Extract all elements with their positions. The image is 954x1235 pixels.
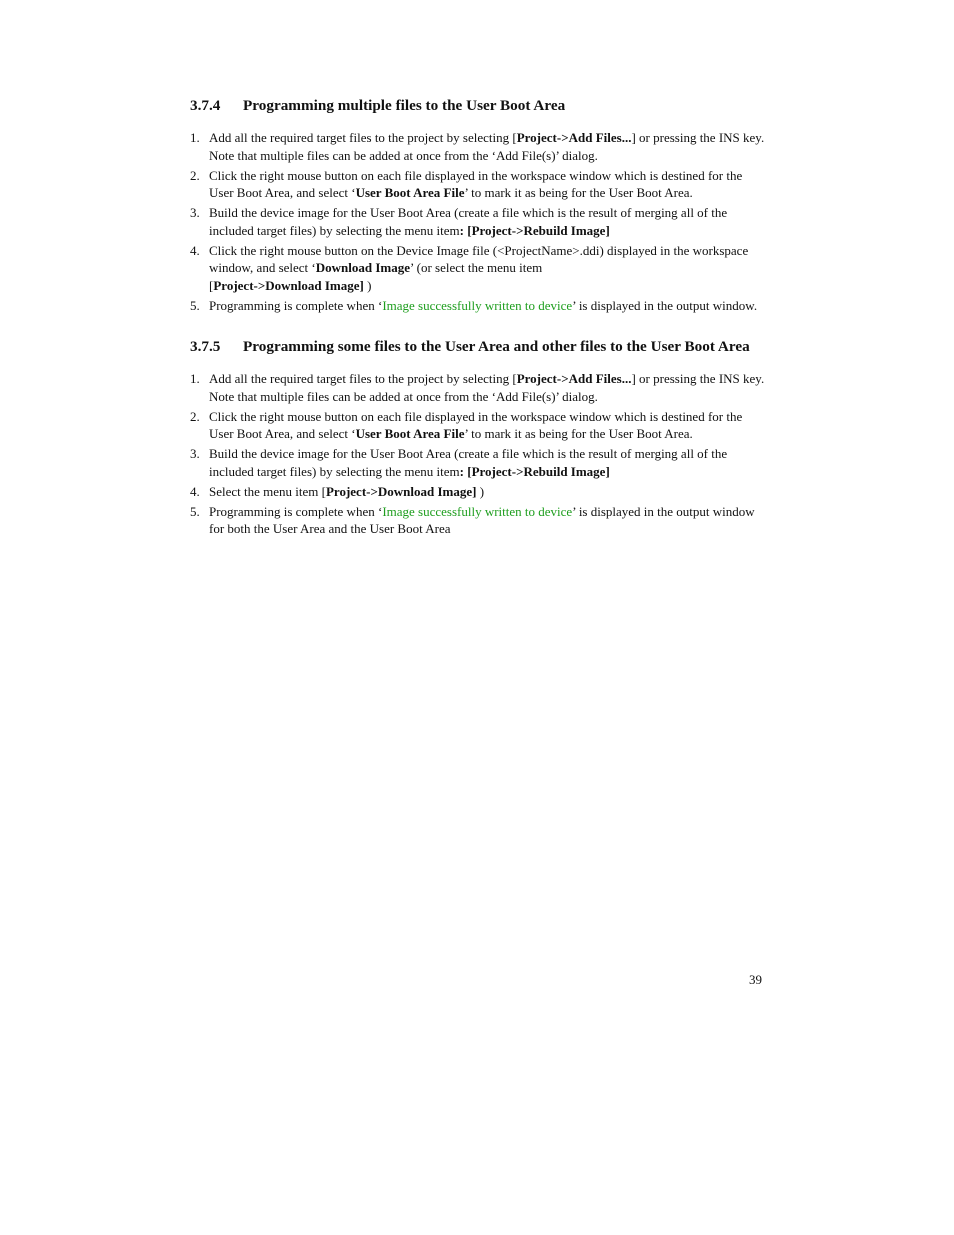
section-number: 3.7.5 bbox=[190, 338, 221, 355]
menu-command: User Boot Area File bbox=[355, 426, 465, 441]
page-number: 39 bbox=[749, 972, 762, 987]
section-title: Programming multiple files to the User Boot Area bbox=[243, 97, 566, 114]
list-item bbox=[190, 445, 765, 480]
step-number: 1. bbox=[190, 130, 200, 145]
step-text: ] or pressing the INS key. Note that multiple files can be added at once from the ‘Add File(s)’ dialog. bbox=[209, 371, 765, 404]
step-number: 3. bbox=[190, 446, 200, 461]
step-text: Add all the required target files to the project by selecting [ bbox=[209, 130, 517, 145]
step-text: ’ to mark it as being for the User Boot Area. bbox=[464, 185, 693, 200]
step-text: Programming is complete when ‘ bbox=[209, 297, 383, 313]
list-item bbox=[190, 129, 765, 164]
menu-command: : [Project->Rebuild Image] bbox=[459, 222, 610, 238]
section-heading bbox=[190, 97, 765, 117]
step-text: Add all the required target files to the project by selecting [ bbox=[209, 371, 517, 386]
list-item bbox=[190, 167, 765, 202]
step-text: ’ is displayed in the output window. bbox=[572, 297, 758, 313]
step-text: ] or pressing the INS key. Note that multiple files can be added at once from the ‘Add File(s)’ dialog. bbox=[209, 130, 765, 163]
step-text: ’ is displayed in the output window for both the User Area and the User Boot Area bbox=[209, 503, 755, 536]
menu-command: : [Project->Rebuild Image] bbox=[459, 463, 610, 479]
section-heading bbox=[190, 338, 765, 358]
step-number: 2. bbox=[190, 167, 200, 183]
step-text: [ bbox=[209, 277, 214, 293]
step-text: ) bbox=[363, 277, 372, 293]
step-number: 5. bbox=[190, 297, 200, 313]
list-item bbox=[190, 204, 765, 239]
list-item bbox=[190, 370, 765, 405]
section-block bbox=[190, 338, 765, 538]
list-item bbox=[190, 297, 765, 315]
step-text: ’ to mark it as being for the User Boot Area. bbox=[464, 426, 693, 441]
status-message: Image successfully written to device bbox=[382, 503, 573, 519]
menu-command: Download Image bbox=[315, 260, 411, 275]
step-number: 1. bbox=[190, 371, 200, 386]
section-number: 3.7.4 bbox=[190, 97, 221, 114]
menu-command: Project->Add Files... bbox=[516, 130, 632, 145]
menu-command: User Boot Area File bbox=[355, 185, 465, 200]
list-item bbox=[190, 503, 765, 538]
document-page bbox=[190, 97, 765, 540]
step-text: ) bbox=[476, 483, 485, 499]
step-text: Programming is complete when ‘ bbox=[209, 503, 383, 519]
section-title: Programming some files to the User Area and other files to the User Boot Area bbox=[243, 338, 750, 355]
step-text: Build the device image for the User Boot Area (create a file which is the result of merging all of the included target files) by selecting the menu item bbox=[209, 205, 728, 238]
status-message: Image successfully written to device bbox=[382, 297, 573, 313]
step-text: Click the right mouse button on the Device Image file (<ProjectName>.ddi) displayed in the workspace window, and select ‘ bbox=[209, 242, 749, 275]
steps-list bbox=[190, 370, 765, 538]
list-item bbox=[190, 242, 765, 295]
steps-list bbox=[190, 129, 765, 314]
menu-command: Project->Download Image] bbox=[325, 483, 477, 499]
step-text: Select the menu item [ bbox=[209, 483, 326, 499]
step-text: Build the device image for the User Boot Area (create a file which is the result of merging all of the included target files) by selecting the menu item bbox=[209, 446, 728, 479]
step-number: 5. bbox=[190, 503, 200, 519]
list-item bbox=[190, 408, 765, 443]
step-number: 4. bbox=[190, 483, 200, 499]
step-text: Click the right mouse button on each file displayed in the workspace window which is destined for the User Boot Area, and select ‘ bbox=[209, 408, 743, 441]
menu-command: Project->Add Files... bbox=[516, 371, 632, 386]
step-text: Click the right mouse button on each file displayed in the workspace window which is destined for the User Boot Area, and select ‘ bbox=[209, 167, 743, 200]
step-text: ’ (or select the menu item bbox=[410, 260, 543, 275]
list-item bbox=[190, 483, 765, 501]
menu-command: Project->Download Image] bbox=[213, 277, 364, 293]
step-number: 2. bbox=[190, 408, 200, 424]
step-number: 3. bbox=[190, 205, 200, 220]
step-number: 4. bbox=[190, 242, 200, 258]
